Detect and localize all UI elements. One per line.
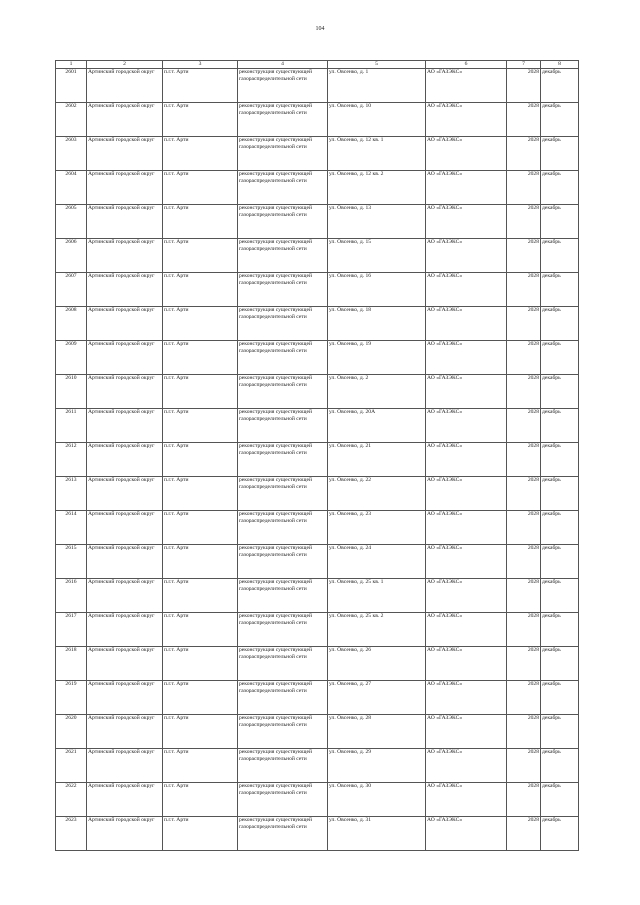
year-cell: 2028 <box>507 817 541 851</box>
table-row <box>56 137 579 171</box>
work-type-cell: реконструкция существующей газораспределительной сети <box>238 579 328 613</box>
work-type-cell: реконструкция существующей газораспределительной сети <box>238 647 328 681</box>
year-cell: 2028 <box>507 273 541 307</box>
month-cell: декабрь <box>541 171 579 205</box>
row-number: 2620 <box>56 715 87 749</box>
district-cell: Артинский городской округ <box>87 69 163 103</box>
row-number: 2609 <box>56 341 87 375</box>
column-number: 6 <box>426 61 507 69</box>
address-cell: ул. Овсенко, д. 12 кв. 1 <box>328 137 426 171</box>
address-cell: ул. Овсенко, д. 22 <box>328 477 426 511</box>
organization-cell: АО «ГАЗЭКС» <box>426 103 507 137</box>
column-number: 2 <box>87 61 163 69</box>
address-cell: ул. Овсенко, д. 16 <box>328 273 426 307</box>
district-cell: Артинский городской округ <box>87 613 163 647</box>
organization-cell: АО «ГАЗЭКС» <box>426 817 507 851</box>
row-number: 2616 <box>56 579 87 613</box>
settlement-cell: п.г.т. Арти <box>163 171 238 205</box>
settlement-cell: п.г.т. Арти <box>163 647 238 681</box>
settlement-cell: п.г.т. Арти <box>163 613 238 647</box>
work-type-cell: реконструкция существующей газораспределительной сети <box>238 307 328 341</box>
work-type-cell: реконструкция существующей газораспределительной сети <box>238 69 328 103</box>
settlement-cell: п.г.т. Арти <box>163 749 238 783</box>
year-cell: 2028 <box>507 749 541 783</box>
month-cell: декабрь <box>541 783 579 817</box>
district-cell: Артинский городской округ <box>87 647 163 681</box>
address-cell: ул. Овсенко, д. 25 кв. 2 <box>328 613 426 647</box>
column-number: 7 <box>507 61 541 69</box>
year-cell: 2028 <box>507 137 541 171</box>
table-row <box>56 239 579 273</box>
row-number: 2623 <box>56 817 87 851</box>
address-cell: ул. Овсенко, д. 12 кв. 2 <box>328 171 426 205</box>
work-type-cell: реконструкция существующей газораспределительной сети <box>238 817 328 851</box>
table-row <box>56 647 579 681</box>
work-type-cell: реконструкция существующей газораспределительной сети <box>238 273 328 307</box>
settlement-cell: п.г.т. Арти <box>163 409 238 443</box>
settlement-cell: п.г.т. Арти <box>163 545 238 579</box>
address-cell: ул. Овсенко, д. 24 <box>328 545 426 579</box>
settlement-cell: п.г.т. Арти <box>163 341 238 375</box>
table-row <box>56 443 579 477</box>
table-row <box>56 341 579 375</box>
organization-cell: АО «ГАЗЭКС» <box>426 273 507 307</box>
year-cell: 2028 <box>507 103 541 137</box>
address-cell: ул. Овсенко, д. 25 кв. 1 <box>328 579 426 613</box>
work-type-cell: реконструкция существующей газораспределительной сети <box>238 783 328 817</box>
district-cell: Артинский городской округ <box>87 409 163 443</box>
address-cell: ул. Овсенко, д. 2 <box>328 375 426 409</box>
table-row <box>56 545 579 579</box>
settlement-cell: п.г.т. Арти <box>163 443 238 477</box>
settlement-cell: п.г.т. Арти <box>163 69 238 103</box>
organization-cell: АО «ГАЗЭКС» <box>426 545 507 579</box>
column-number: 8 <box>541 61 579 69</box>
table-row <box>56 783 579 817</box>
table-row <box>56 307 579 341</box>
district-cell: Артинский городской округ <box>87 749 163 783</box>
organization-cell: АО «ГАЗЭКС» <box>426 341 507 375</box>
page-number: 104 <box>315 26 325 32</box>
organization-cell: АО «ГАЗЭКС» <box>426 443 507 477</box>
row-number: 2605 <box>56 205 87 239</box>
row-number: 2610 <box>56 375 87 409</box>
work-type-cell: реконструкция существующей газораспределительной сети <box>238 443 328 477</box>
work-type-cell: реконструкция существующей газораспределительной сети <box>238 477 328 511</box>
table-row <box>56 477 579 511</box>
organization-cell: АО «ГАЗЭКС» <box>426 749 507 783</box>
table-row <box>56 205 579 239</box>
work-type-cell: реконструкция существующей газораспределительной сети <box>238 205 328 239</box>
table-row <box>56 409 579 443</box>
table-row <box>56 171 579 205</box>
district-cell: Артинский городской округ <box>87 103 163 137</box>
district-cell: Артинский городской округ <box>87 137 163 171</box>
table-row <box>56 749 579 783</box>
column-number: 4 <box>238 61 328 69</box>
district-cell: Артинский городской округ <box>87 307 163 341</box>
year-cell: 2028 <box>507 69 541 103</box>
address-cell: ул. Овсенко, д. 10 <box>328 103 426 137</box>
organization-cell: АО «ГАЗЭКС» <box>426 511 507 545</box>
month-cell: декабрь <box>541 307 579 341</box>
month-cell: декабрь <box>541 273 579 307</box>
row-number: 2618 <box>56 647 87 681</box>
month-cell: декабрь <box>541 137 579 171</box>
table-row <box>56 273 579 307</box>
settlement-cell: п.г.т. Арти <box>163 579 238 613</box>
settlement-cell: п.г.т. Арти <box>163 477 238 511</box>
data-table <box>55 60 579 851</box>
year-cell: 2028 <box>507 409 541 443</box>
year-cell: 2028 <box>507 715 541 749</box>
settlement-cell: п.г.т. Арти <box>163 681 238 715</box>
district-cell: Артинский городской округ <box>87 783 163 817</box>
year-cell: 2028 <box>507 307 541 341</box>
district-cell: Артинский городской округ <box>87 681 163 715</box>
year-cell: 2028 <box>507 613 541 647</box>
address-cell: ул. Овсенко, д. 20А <box>328 409 426 443</box>
work-type-cell: реконструкция существующей газораспределительной сети <box>238 171 328 205</box>
row-number: 2604 <box>56 171 87 205</box>
row-number: 2607 <box>56 273 87 307</box>
month-cell: декабрь <box>541 579 579 613</box>
row-number: 2608 <box>56 307 87 341</box>
table-row <box>56 715 579 749</box>
settlement-cell: п.г.т. Арти <box>163 239 238 273</box>
organization-cell: АО «ГАЗЭКС» <box>426 681 507 715</box>
settlement-cell: п.г.т. Арти <box>163 783 238 817</box>
column-number: 3 <box>163 61 238 69</box>
organization-cell: АО «ГАЗЭКС» <box>426 579 507 613</box>
month-cell: декабрь <box>541 715 579 749</box>
month-cell: декабрь <box>541 647 579 681</box>
district-cell: Артинский городской округ <box>87 239 163 273</box>
year-cell: 2028 <box>507 579 541 613</box>
year-cell: 2028 <box>507 239 541 273</box>
district-cell: Артинский городской округ <box>87 545 163 579</box>
organization-cell: АО «ГАЗЭКС» <box>426 205 507 239</box>
table-row <box>56 511 579 545</box>
year-cell: 2028 <box>507 171 541 205</box>
address-cell: ул. Овсенко, д. 18 <box>328 307 426 341</box>
settlement-cell: п.г.т. Арти <box>163 511 238 545</box>
table-row <box>56 375 579 409</box>
year-cell: 2028 <box>507 477 541 511</box>
row-number: 2621 <box>56 749 87 783</box>
table-row <box>56 69 579 103</box>
work-type-cell: реконструкция существующей газораспределительной сети <box>238 341 328 375</box>
table-body <box>56 61 579 851</box>
month-cell: декабрь <box>541 817 579 851</box>
settlement-cell: п.г.т. Арти <box>163 375 238 409</box>
year-cell: 2028 <box>507 341 541 375</box>
settlement-cell: п.г.т. Арти <box>163 205 238 239</box>
row-number: 2603 <box>56 137 87 171</box>
table-row <box>56 103 579 137</box>
district-cell: Артинский городской округ <box>87 579 163 613</box>
work-type-cell: реконструкция существующей газораспределительной сети <box>238 239 328 273</box>
address-cell: ул. Овсенко, д. 29 <box>328 749 426 783</box>
row-number: 2615 <box>56 545 87 579</box>
organization-cell: АО «ГАЗЭКС» <box>426 613 507 647</box>
column-number: 5 <box>328 61 426 69</box>
month-cell: декабрь <box>541 749 579 783</box>
address-cell: ул. Овсенко, д. 21 <box>328 443 426 477</box>
row-number: 2611 <box>56 409 87 443</box>
year-cell: 2028 <box>507 443 541 477</box>
organization-cell: АО «ГАЗЭКС» <box>426 477 507 511</box>
organization-cell: АО «ГАЗЭКС» <box>426 69 507 103</box>
table-row <box>56 681 579 715</box>
work-type-cell: реконструкция существующей газораспределительной сети <box>238 749 328 783</box>
district-cell: Артинский городской округ <box>87 477 163 511</box>
address-cell: ул. Овсенко, д. 31 <box>328 817 426 851</box>
district-cell: Артинский городской округ <box>87 817 163 851</box>
month-cell: декабрь <box>541 681 579 715</box>
district-cell: Артинский городской округ <box>87 443 163 477</box>
month-cell: декабрь <box>541 613 579 647</box>
row-number: 2602 <box>56 103 87 137</box>
row-number: 2612 <box>56 443 87 477</box>
address-cell: ул. Овсенко, д. 28 <box>328 715 426 749</box>
address-cell: ул. Овсенко, д. 30 <box>328 783 426 817</box>
work-type-cell: реконструкция существующей газораспределительной сети <box>238 375 328 409</box>
address-cell: ул. Овсенко, д. 23 <box>328 511 426 545</box>
work-type-cell: реконструкция существующей газораспределительной сети <box>238 137 328 171</box>
district-cell: Артинский городской округ <box>87 375 163 409</box>
organization-cell: АО «ГАЗЭКС» <box>426 137 507 171</box>
organization-cell: АО «ГАЗЭКС» <box>426 171 507 205</box>
organization-cell: АО «ГАЗЭКС» <box>426 307 507 341</box>
table-row <box>56 579 579 613</box>
organization-cell: АО «ГАЗЭКС» <box>426 647 507 681</box>
organization-cell: АО «ГАЗЭКС» <box>426 783 507 817</box>
year-cell: 2028 <box>507 545 541 579</box>
table-row <box>56 817 579 851</box>
settlement-cell: п.г.т. Арти <box>163 273 238 307</box>
work-type-cell: реконструкция существующей газораспределительной сети <box>238 613 328 647</box>
settlement-cell: п.г.т. Арти <box>163 715 238 749</box>
district-cell: Артинский городской округ <box>87 171 163 205</box>
work-type-cell: реконструкция существующей газораспределительной сети <box>238 681 328 715</box>
month-cell: декабрь <box>541 375 579 409</box>
settlement-cell: п.г.т. Арти <box>163 137 238 171</box>
address-cell: ул. Овсенко, д. 19 <box>328 341 426 375</box>
month-cell: декабрь <box>541 545 579 579</box>
address-cell: ул. Овсенко, д. 13 <box>328 205 426 239</box>
row-number: 2614 <box>56 511 87 545</box>
year-cell: 2028 <box>507 681 541 715</box>
settlement-cell: п.г.т. Арти <box>163 103 238 137</box>
month-cell: декабрь <box>541 511 579 545</box>
settlement-cell: п.г.т. Арти <box>163 307 238 341</box>
year-cell: 2028 <box>507 375 541 409</box>
organization-cell: АО «ГАЗЭКС» <box>426 409 507 443</box>
year-cell: 2028 <box>507 205 541 239</box>
district-cell: Артинский городской округ <box>87 511 163 545</box>
month-cell: декабрь <box>541 69 579 103</box>
district-cell: Артинский городской округ <box>87 273 163 307</box>
address-cell: ул. Овсенко, д. 27 <box>328 681 426 715</box>
settlement-cell: п.г.т. Арти <box>163 817 238 851</box>
table-row <box>56 613 579 647</box>
row-number: 2606 <box>56 239 87 273</box>
district-cell: Артинский городской округ <box>87 341 163 375</box>
row-number: 2601 <box>56 69 87 103</box>
month-cell: декабрь <box>541 409 579 443</box>
work-type-cell: реконструкция существующей газораспределительной сети <box>238 103 328 137</box>
row-number: 2617 <box>56 613 87 647</box>
district-cell: Артинский городской округ <box>87 715 163 749</box>
organization-cell: АО «ГАЗЭКС» <box>426 239 507 273</box>
address-cell: ул. Овсенко, д. 1 <box>328 69 426 103</box>
month-cell: декабрь <box>541 477 579 511</box>
row-number: 2619 <box>56 681 87 715</box>
work-type-cell: реконструкция существующей газораспределительной сети <box>238 511 328 545</box>
row-number: 2613 <box>56 477 87 511</box>
district-cell: Артинский городской округ <box>87 205 163 239</box>
address-cell: ул. Овсенко, д. 15 <box>328 239 426 273</box>
year-cell: 2028 <box>507 511 541 545</box>
work-type-cell: реконструкция существующей газораспределительной сети <box>238 715 328 749</box>
year-cell: 2028 <box>507 783 541 817</box>
row-number: 2622 <box>56 783 87 817</box>
month-cell: декабрь <box>541 103 579 137</box>
organization-cell: АО «ГАЗЭКС» <box>426 375 507 409</box>
work-type-cell: реконструкция существующей газораспределительной сети <box>238 409 328 443</box>
address-cell: ул. Овсенко, д. 26 <box>328 647 426 681</box>
column-number-row <box>56 61 579 69</box>
month-cell: декабрь <box>541 443 579 477</box>
organization-cell: АО «ГАЗЭКС» <box>426 715 507 749</box>
year-cell: 2028 <box>507 647 541 681</box>
month-cell: декабрь <box>541 239 579 273</box>
work-type-cell: реконструкция существующей газораспределительной сети <box>238 545 328 579</box>
column-number: 1 <box>56 61 87 69</box>
month-cell: декабрь <box>541 205 579 239</box>
month-cell: декабрь <box>541 341 579 375</box>
